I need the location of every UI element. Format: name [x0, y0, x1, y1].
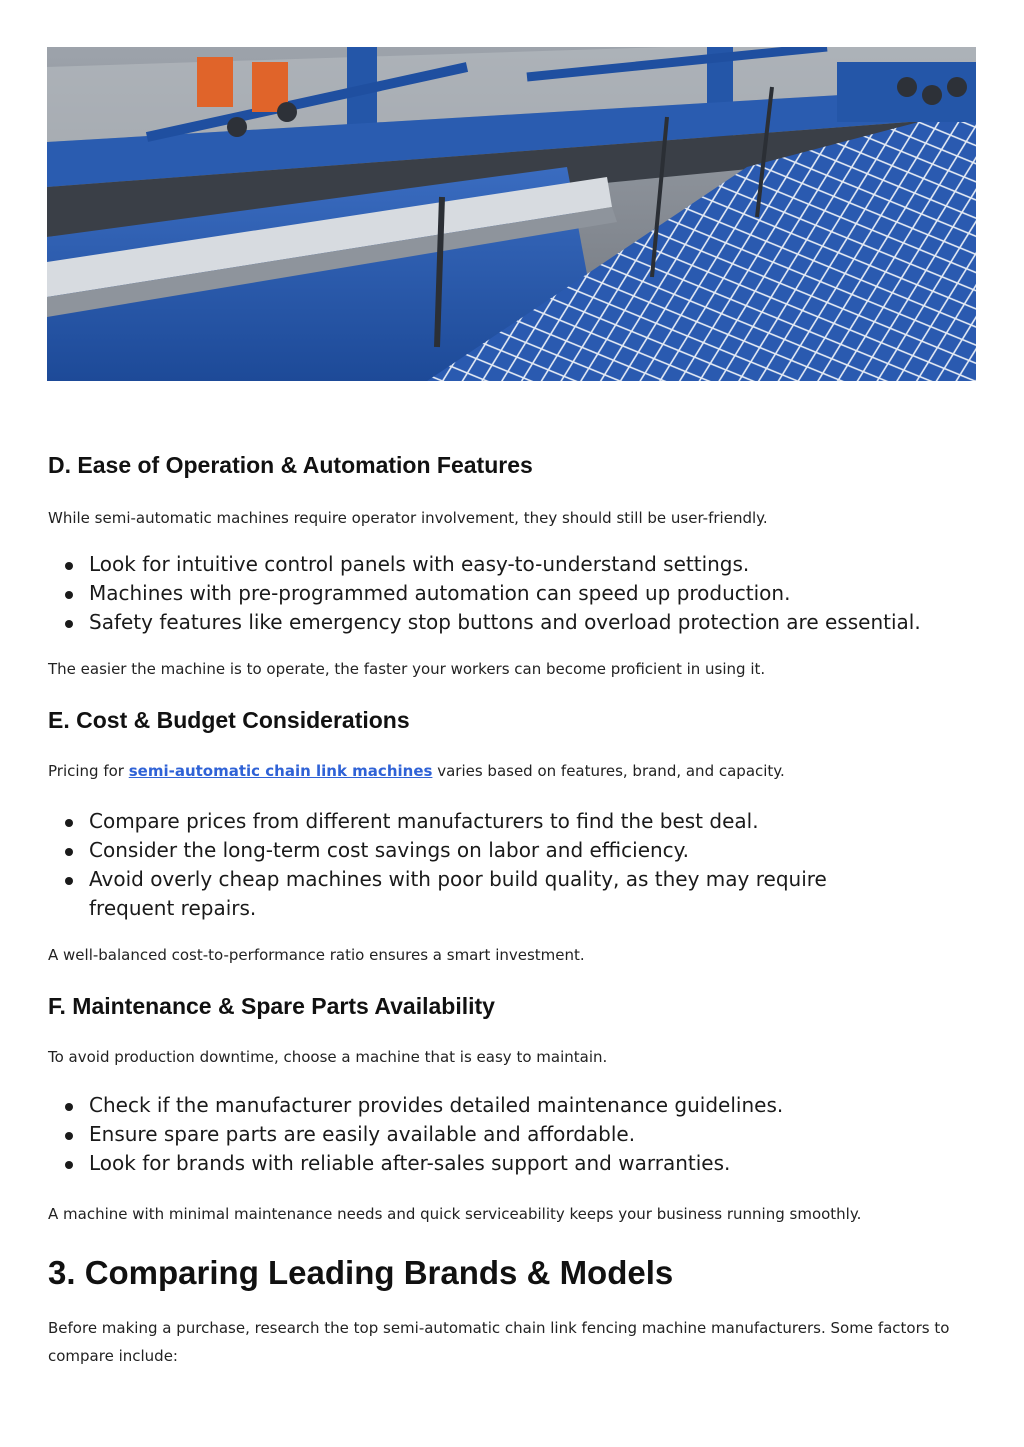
section-e-intro — [48, 757, 978, 785]
section-d-outro: The easier the machine is to operate, the faster your workers can become proficient in using it. — [48, 660, 766, 678]
list-item: Consider the long-term cost savings on labor and efficiency. — [89, 836, 978, 865]
list-item: Avoid overly cheap machines with poor build quality, as they may require frequent repairs. — [89, 865, 978, 923]
section-3-heading: 3. Comparing Leading Brands & Models — [48, 1254, 674, 1291]
section-e-heading: E. Cost & Budget Considerations — [48, 707, 410, 733]
section-f-intro: To avoid production downtime, choose a machine that is easy to maintain. — [48, 1048, 608, 1066]
list-item: Look for brands with reliable after-sales support and warranties. — [89, 1149, 978, 1178]
list-item: Ensure spare parts are easily available and affordable. — [89, 1120, 978, 1149]
section-f-outro: A machine with minimal maintenance needs and quick serviceability keeps your business running smoothly. — [48, 1205, 862, 1223]
section-f-heading: F. Maintenance & Spare Parts Availability — [48, 993, 495, 1019]
article-body — [48, 448, 978, 1370]
section-d-intro: While semi-automatic machines require operator involvement, they should still be user-friendly. — [48, 509, 768, 527]
section-e-intro-text: Pricing for — [48, 762, 129, 780]
list-item: Look for intuitive control panels with easy-to-understand settings. — [89, 550, 978, 579]
semi-automatic-machines-link[interactable]: semi-automatic chain link machines — [128, 762, 433, 780]
section-3-intro: Before making a purchase, research the top semi-automatic chain link fencing machine manufacturers. Some factors to compare include: — [48, 1319, 950, 1365]
section-f-list — [48, 1091, 978, 1178]
list-item: Check if the manufacturer provides detailed maintenance guidelines. — [89, 1091, 978, 1120]
list-item: Safety features like emergency stop buttons and overload protection are essential. — [89, 608, 978, 637]
section-d-list — [48, 550, 978, 637]
machine-photo — [47, 47, 976, 381]
section-d-heading: D. Ease of Operation & Automation Features — [48, 452, 533, 478]
section-e-outro: A well-balanced cost-to-performance ratio ensures a smart investment. — [48, 946, 585, 964]
section-e-list — [48, 807, 978, 923]
list-item: Compare prices from different manufacturers to find the best deal. — [89, 807, 978, 836]
list-item: Machines with pre-programmed automation can speed up production. — [89, 579, 978, 608]
section-e-intro-text-end: varies based on features, brand, and capacity. — [432, 762, 785, 780]
